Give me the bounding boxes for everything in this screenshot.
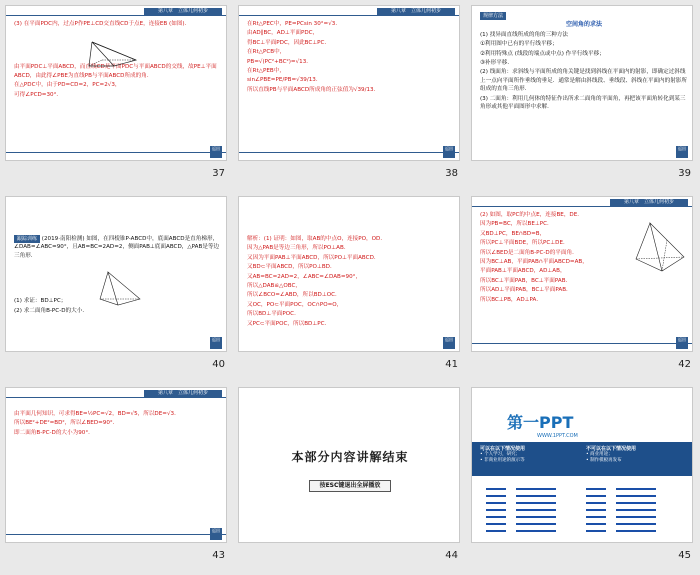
disallowed-item: • 商业用途； bbox=[586, 452, 613, 457]
slide-text: 在Rt△PEB中， bbox=[247, 68, 285, 75]
slide-text: (2) 求二面角B-PC-D的大小． bbox=[14, 307, 88, 314]
slide-number: 41 bbox=[445, 359, 458, 370]
slide-text: 在Rt△PEC中，PE=PCsin 30°=√3． bbox=[247, 21, 341, 27]
slide-text: (2) 如图，取PC的中点E，连接BE，DE． bbox=[480, 212, 583, 218]
slide-text: 又AB=BC=2AD=2，∠ABC=∠DAB=90°， bbox=[247, 273, 362, 280]
pyramid-figure bbox=[96, 269, 146, 309]
return-icon[interactable]: 返回 bbox=[210, 337, 222, 349]
slide-title: 空间角的求法 bbox=[565, 21, 602, 29]
slide-thumbnail-37[interactable] bbox=[0, 0, 233, 191]
slide-text: (2019·南阳检测) 如图，在四棱锥P-ABCD中，底面ABCD是直角梯形，∠DAB=∠ABC=90°，且AB=BC=2AD=2，侧面PAB⊥底面ABCD，△PAB是等边三角形． bbox=[14, 236, 220, 259]
return-icon[interactable]: 返回 bbox=[210, 146, 222, 158]
chapter-label: 第八章 立体几何初步 bbox=[144, 390, 222, 397]
slide-thumbnail-39[interactable] bbox=[466, 0, 699, 191]
usage-band bbox=[472, 442, 693, 476]
slide-text: 解析：(1) 证明：如图，取AB的中点O，连接PO，OD． bbox=[247, 236, 386, 242]
slide-number: 45 bbox=[678, 550, 691, 561]
slide-header bbox=[472, 197, 693, 207]
slide-text: ②利用特殊点 (线段的端点或中点) 作平行线平移； bbox=[480, 50, 605, 57]
slide-text: 所以BC⊥平面PAB，BC⊥平面PAB． bbox=[480, 277, 572, 284]
slide-text: sin∠PBE=PE/PB=√39/13． bbox=[247, 77, 322, 84]
chapter-label: 第八章 立体几何初步 bbox=[610, 199, 688, 206]
slide-body bbox=[247, 20, 455, 95]
slide-text: 所以PC⊥平面BDE，所以PC⊥DE． bbox=[480, 240, 569, 247]
slide-body bbox=[480, 12, 688, 112]
return-icon[interactable]: 返回 bbox=[443, 146, 455, 158]
slide-text: 得BC⊥平面PDC，因此BC⊥PC． bbox=[247, 39, 331, 46]
exit-fullscreen-button[interactable]: 按ESC键退出全屏播放 bbox=[309, 480, 391, 492]
slide-text: (1) 找异面直线所成的角的三种方法 bbox=[480, 31, 569, 38]
slide-text: 可得∠PCD=30°． bbox=[14, 91, 62, 98]
slide-text: 因为△PAB是等边三角形，所以PO⊥AB． bbox=[247, 245, 350, 252]
allowed-item: • 非商业用途的演示等 bbox=[480, 458, 525, 463]
slide-text: 因为PB=BC，所以BE⊥PC． bbox=[480, 221, 553, 228]
return-icon[interactable]: 返回 bbox=[676, 337, 688, 349]
slide-number: 38 bbox=[445, 168, 458, 179]
slide-text: (3) 二面角：利用几何体的特征作出所求二面角的平面角，再把该平面角转化到某三角形或其他平面图形中求解． bbox=[480, 95, 686, 111]
end-title: 本部分内容讲解结束 bbox=[291, 450, 409, 464]
slide-text: 所以BE²+DE²=BD²，所以∠BED=90°． bbox=[14, 420, 119, 427]
slide-text: 所以BC⊥PB，AD⊥PA． bbox=[480, 296, 542, 303]
disallowed-title: 不可以在以下情况使用 bbox=[586, 446, 637, 452]
return-icon[interactable]: 返回 bbox=[676, 146, 688, 158]
slide-number: 39 bbox=[678, 168, 691, 179]
slide-text: (3) 在平面PDC内，过点P作PE⊥CD交直线CD于点E，连接EB (如图)． bbox=[14, 21, 191, 27]
slide-text: 所以直线PB与平面ABCD所成角的正弦值为√39/13． bbox=[247, 86, 380, 93]
allowed-item: • 个人学习，研究； bbox=[480, 452, 521, 457]
slide-text: ①利用图中已有的平行线平移； bbox=[480, 41, 558, 48]
return-icon[interactable]: 返回 bbox=[210, 528, 222, 540]
slide-text: 又因为平面PAB⊥平面ABCD，所以PO⊥平面ABCD． bbox=[247, 254, 380, 261]
chapter-label: 第八章 立体几何初步 bbox=[144, 8, 222, 15]
slide-header bbox=[239, 6, 460, 16]
ppt-url: WWW.1PPT.COM bbox=[537, 433, 578, 439]
slide-text: 在Rt△PCB中， bbox=[247, 49, 286, 56]
slide-text: (1) 求证：BD⊥PC； bbox=[14, 298, 67, 305]
chapter-label: 第八章 立体几何初步 bbox=[377, 8, 455, 15]
disallowed-item: • 制作模板再发布 bbox=[586, 458, 622, 463]
slide-text: (2) 线面角：求斜线与平面所成的角关键是找到斜线在平面内的射影，即确定过斜线上一点向平面所作垂线的垂足．通常是解由斜线段、垂线段、斜线在平面内的射影所组成的直角三角形． bbox=[480, 69, 687, 93]
slide-text: ③补形平移． bbox=[480, 60, 513, 67]
slide-thumbnail-38[interactable] bbox=[233, 0, 466, 191]
slide-body bbox=[247, 235, 455, 329]
slide-thumbnail-43[interactable] bbox=[0, 382, 233, 573]
slide-text: 又OC，PO⊂平面POC，OC∩PO=O， bbox=[247, 301, 343, 308]
slide-text: 所以AD⊥平面PAB，BC⊥平面PAB． bbox=[480, 287, 572, 294]
ppt-logo: 第一PPT bbox=[507, 413, 574, 432]
slide-header bbox=[6, 6, 227, 16]
slide-number: 44 bbox=[445, 550, 458, 561]
slide-number: 40 bbox=[212, 359, 225, 370]
slide-text: 所以∠BCO=∠ABD，所以BD⊥OC． bbox=[247, 292, 341, 299]
link-list-graphic bbox=[486, 486, 686, 536]
slide-text: 在△PDC中，由于PD=CD=2，PC=2√3， bbox=[14, 82, 121, 89]
slide-number: 42 bbox=[678, 359, 691, 370]
slide-thumbnail-44[interactable] bbox=[233, 382, 466, 573]
section-tag: 规律方法 bbox=[480, 12, 506, 20]
pyramid-figure bbox=[632, 219, 688, 279]
slide-text: 由AD∥BC，AD⊥平面PDC， bbox=[247, 30, 319, 37]
slide-text: 由平面几何知识，可求得BE=½PC=√2，BD=√5，所以DE=√3． bbox=[14, 411, 180, 417]
slide-text: 又PC⊂平面POC，所以BD⊥PC． bbox=[247, 320, 331, 327]
slide-text: PB=√(PC²+BC²)=√13． bbox=[247, 58, 312, 65]
slide-text: 所以△DAB≌△OBC， bbox=[247, 283, 301, 290]
slide-body bbox=[14, 410, 222, 438]
slide-text: 即二面角B-PC-D的大小为90°． bbox=[14, 429, 94, 436]
pyramid-figure bbox=[84, 36, 144, 72]
slide-thumbnail-42[interactable] bbox=[466, 191, 699, 382]
slide-header bbox=[6, 388, 227, 398]
slide-number: 43 bbox=[212, 550, 225, 561]
slide-thumbnail-45[interactable] bbox=[466, 382, 699, 573]
slide-thumbnail-40[interactable] bbox=[0, 191, 233, 382]
slide-text: 所以∠BED是二面角B-PC-D的平面角． bbox=[480, 249, 578, 256]
slide-text: 平面PAB⊥平面ABCD，AD⊥AB， bbox=[480, 268, 566, 275]
return-icon[interactable]: 返回 bbox=[443, 337, 455, 349]
slide-text: 所以BD⊥平面POC． bbox=[247, 311, 300, 318]
slide-text: 由平面PDC⊥平面ABCD，而直线CD是平面PDC与平面ABCD的交线，故PE⊥平面ABCD，由此得∠PBE为直线PB与平面ABCD所成的角． bbox=[14, 64, 217, 79]
slide-body bbox=[480, 211, 630, 305]
slide-number: 37 bbox=[212, 168, 225, 179]
slide-text: 又BD⊂平面ABCD，所以PO⊥BD． bbox=[247, 264, 336, 271]
slide-text: 又BD⊥PC，BE∩BD=B， bbox=[480, 230, 546, 237]
section-tag: 跟踪训练 bbox=[14, 235, 40, 243]
slide-text: 因为BC⊥AB，平面PAB∩平面ABCD=AB， bbox=[480, 259, 588, 266]
allowed-title: 可以在以下情况使用 bbox=[480, 446, 526, 452]
slide-thumbnail-41[interactable] bbox=[233, 191, 466, 382]
